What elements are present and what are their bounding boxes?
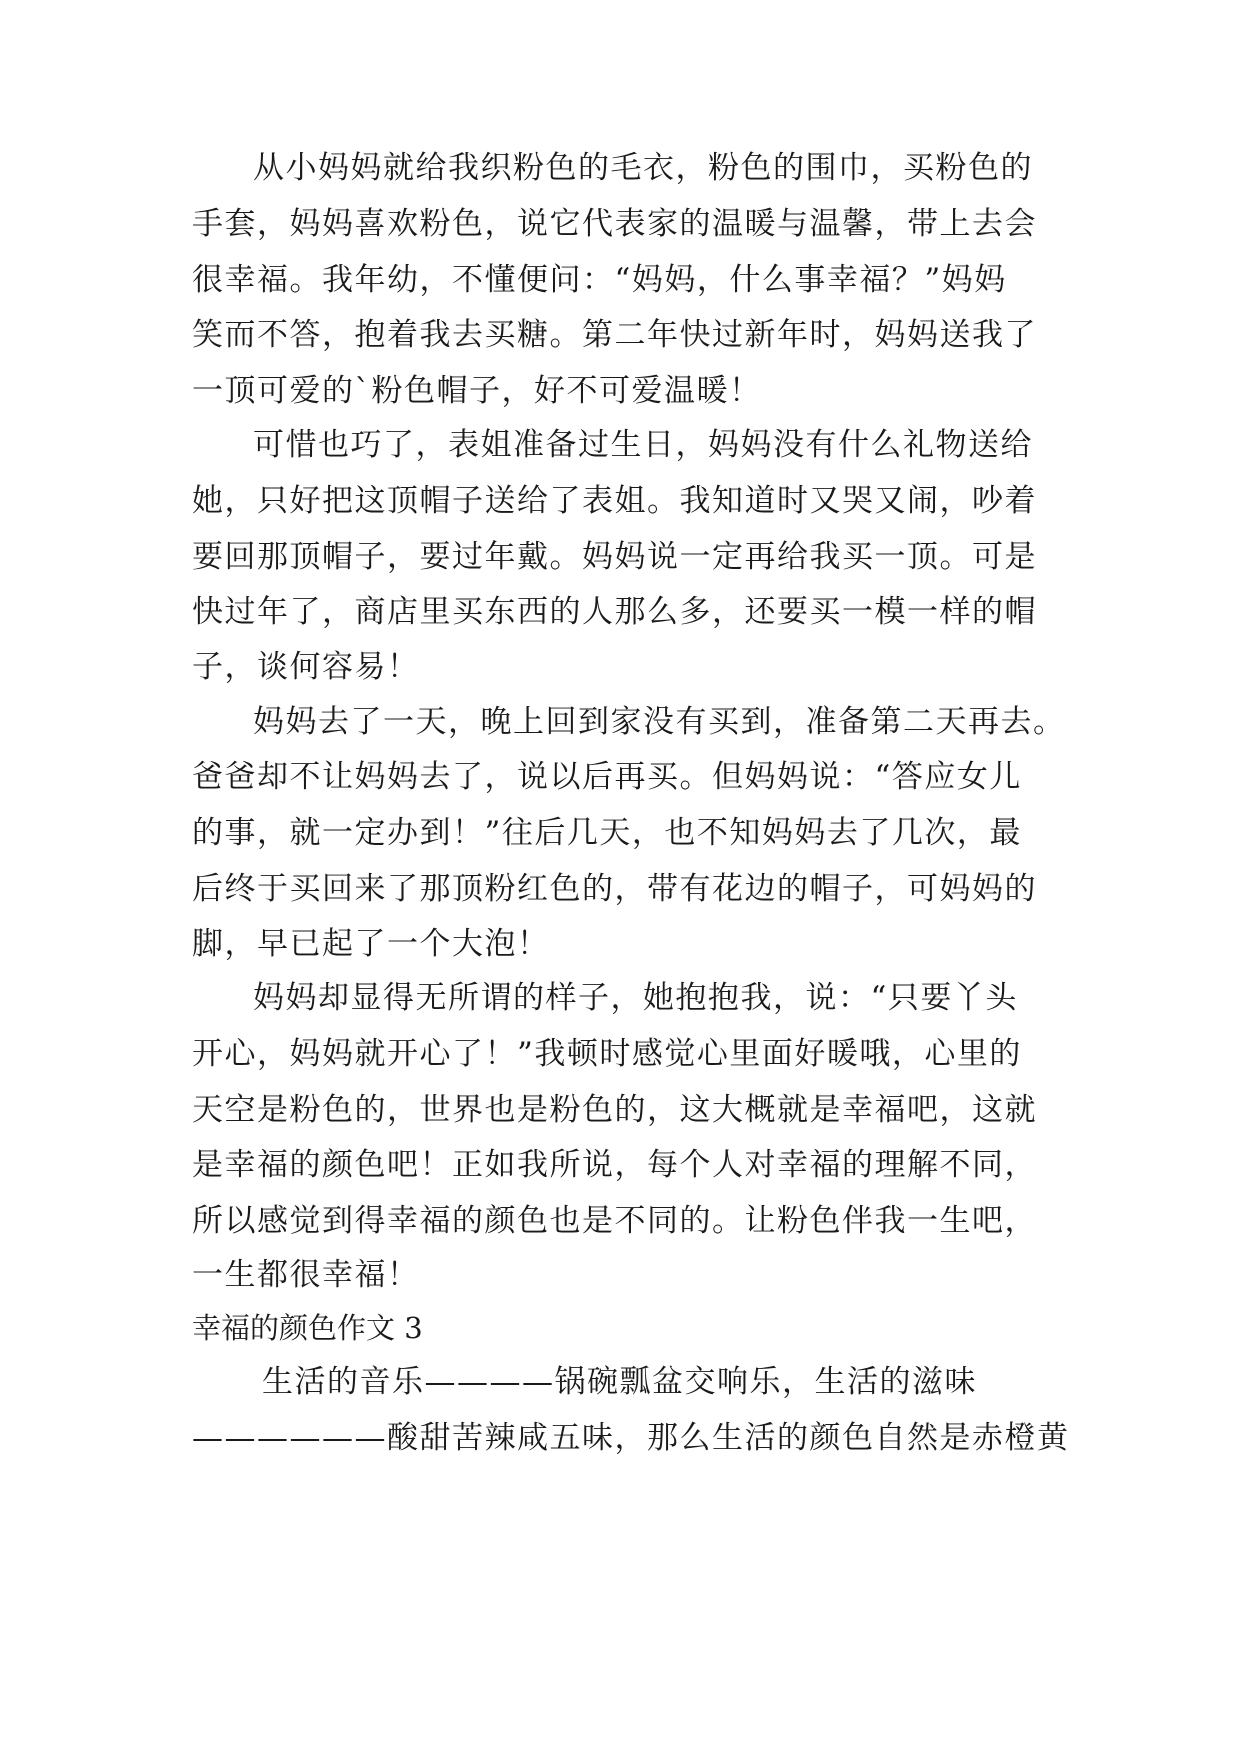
paragraph-2-line-2: 她，只好把这顶帽子送给了表姐。我知道时又哭又闹，吵着 [192, 483, 1037, 519]
paragraph-2-line-4: 快过年了，商店里买东西的人那么多，还要买一模一样的帽 [192, 594, 1037, 630]
paragraph-1-line-3: 很幸福。我年幼，不懂便问：“妈妈，什么事幸福？”妈妈 [192, 262, 1007, 298]
paragraph-4-line-1: 妈妈却显得无所谓的样子，她抱抱我，说：“只要丫头 [253, 980, 1018, 1016]
paragraph-4-line-4: 是幸福的颜色吧！正如我所说，每个人对幸福的理解不同， [192, 1147, 1037, 1183]
section-paragraph-line-2: ——————酸甜苦辣咸五味，那么生活的颜色自然是赤橙黄 [192, 1420, 1070, 1456]
paragraph-1-line-4: 笑而不答，抱着我去买糖。第二年快过新年时，妈妈送我了 [192, 317, 1037, 353]
paragraph-1-line-5: 一顶可爱的`粉色帽子，好不可爱温暖！ [192, 373, 762, 409]
paragraph-3-line-5: 脚，早已起了一个大泡！ [192, 926, 550, 962]
paragraph-3-line-1: 妈妈去了一天，晚上回到家没有买到，准备第二天再去。 [253, 704, 1066, 740]
section-paragraph-line-1: 生活的音乐————锅碗瓢盆交响乐，生活的滋味 [262, 1364, 977, 1400]
paragraph-2-line-1: 可惜也巧了，表姐准备过生日，妈妈没有什么礼物送给 [253, 427, 1033, 463]
paragraph-2-line-3: 要回那顶帽子，要过年戴。妈妈说一定再给我买一顶。可是 [192, 539, 1037, 575]
paragraph-3-line-3: 的事，就一定办到！”往后几天，也不知妈妈去了几次，最 [192, 815, 1022, 851]
paragraph-4-line-5: 所以感觉到得幸福的颜色也是不同的。让粉色伴我一生吧， [192, 1203, 1037, 1239]
section-title: 幸福的颜色作文 3 [192, 1311, 423, 1345]
paragraph-2-line-5: 子，谈何容易！ [192, 649, 420, 685]
paragraph-3-line-2: 爸爸却不让妈妈去了，说以后再买。但妈妈说：“答应女儿 [192, 759, 1022, 795]
paragraph-4-line-6: 一生都很幸福！ [192, 1257, 420, 1293]
paragraph-3-line-4: 后终于买回来了那顶粉红色的，带有花边的帽子，可妈妈的 [192, 871, 1037, 907]
paragraph-4-line-3: 天空是粉色的，世界也是粉色的，这大概就是幸福吧，这就 [192, 1092, 1037, 1128]
paragraph-4-line-2: 开心，妈妈就开心了！”我顿时感觉心里面好暖哦，心里的 [192, 1036, 1022, 1072]
paragraph-1-line-1: 从小妈妈就给我织粉色的毛衣，粉色的围巾，买粉色的 [253, 150, 1033, 186]
paragraph-1-line-2: 手套，妈妈喜欢粉色，说它代表家的温暖与温馨，带上去会 [192, 206, 1037, 242]
